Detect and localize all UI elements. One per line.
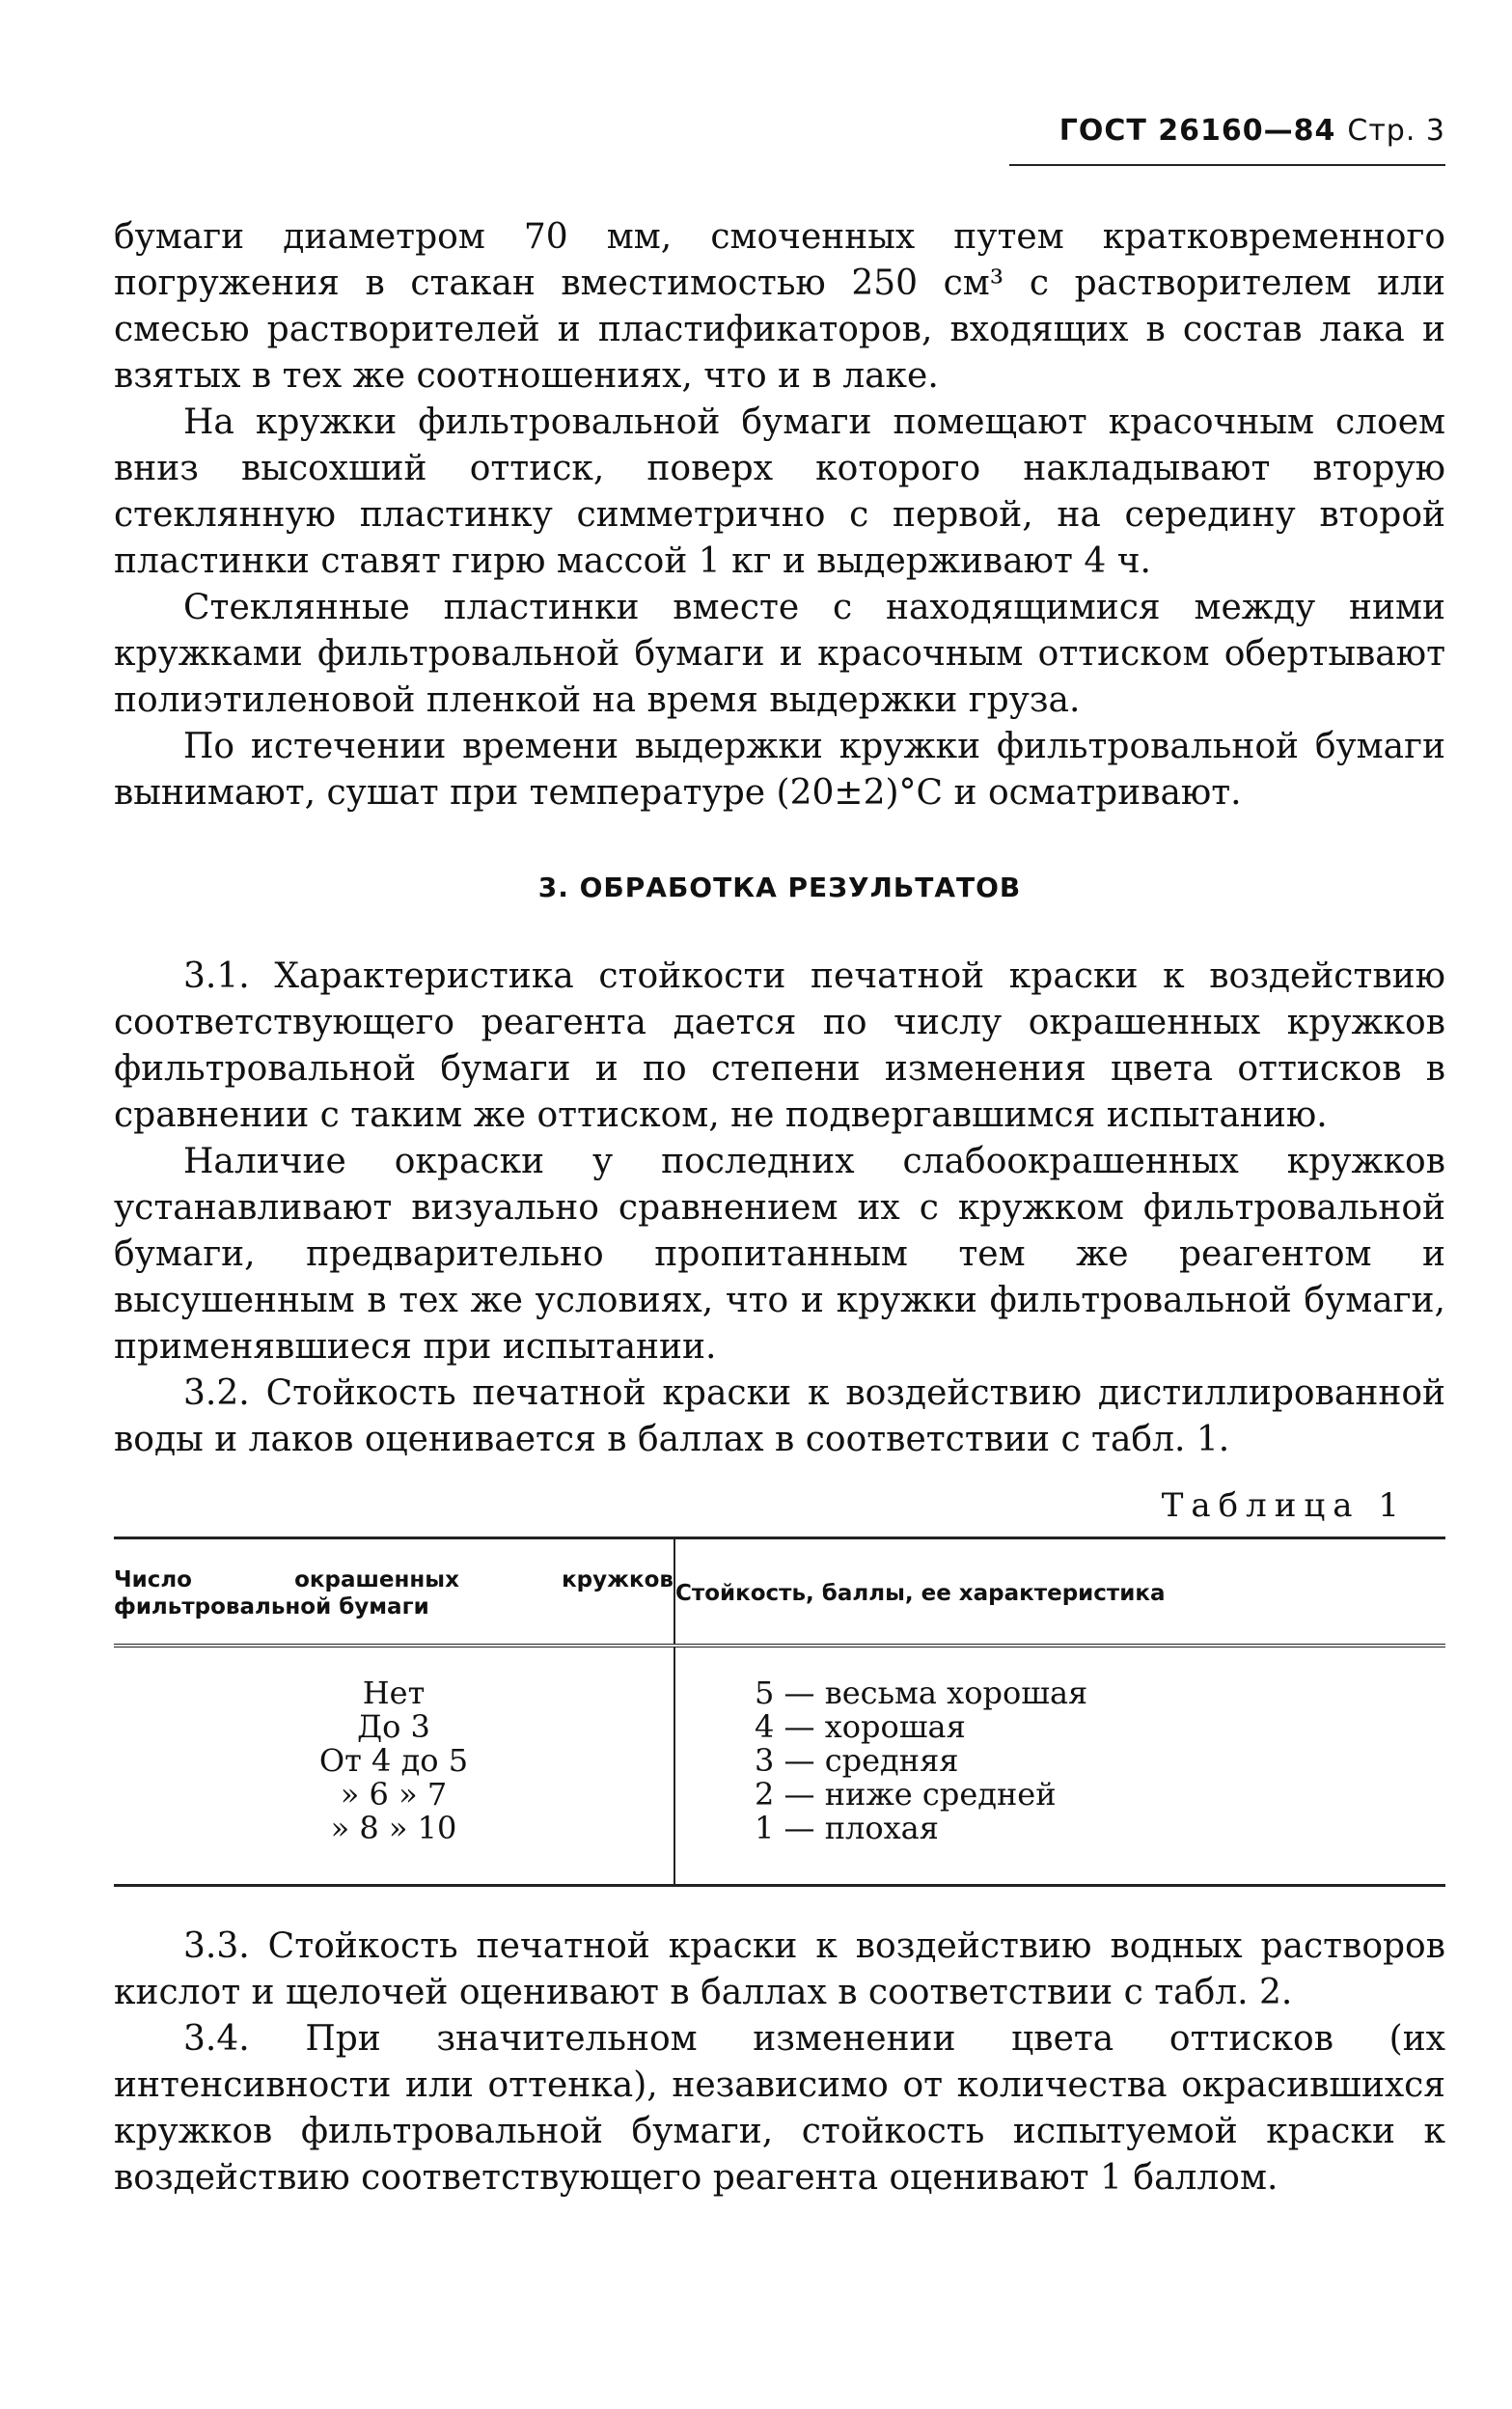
table-cell: 3 — средняя [755,1742,959,1779]
paragraph-3-2: 3.2. Стойкость печатной краски к воздействию дистиллированной воды и лаков оценивается в баллах в соответствии с табл. 1. [114,1373,1445,1459]
table-cell: Нет [362,1675,426,1711]
table-cell: 4 — хорошая [755,1708,966,1745]
paragraph-3-4: 3.4. При значительном изменении цвета оттисков (их интенсивности или оттенка), независимо от количества окрасившихся кружков фильтровальной бумаги, стойкость испытуемой краски к воздействию соответствующего реагента оценивают 1 баллом. [114,2019,1445,2198]
table-cell: От 4 до 5 [318,1742,469,1779]
standard-number: ГОСТ 26160—84 [1058,114,1336,148]
table-header-cell: Число окрашенных кружков фильтровальной бумаги [114,1538,674,1647]
table-cell: 2 — ниже средней [755,1776,1057,1813]
table-cell: 1 — плохая [755,1810,939,1846]
paragraph: По истечении времени выдержки кружки фильтровальной бумаги вынимают, сушат при температуре (20±2)°С и осматривают. [114,727,1445,813]
paragraph-3-1: 3.1. Характеристика стойкости печатной краски к воздействию соответствующего реагента дается по числу окрашенных кружков фильтровальной бумаги и по степени изменения цвета оттисков в сравнении с таким же оттиском, не подвергавшимся испытанию. [114,956,1445,1135]
section-title: 3. ОБРАБОТКА РЕЗУЛЬТАТОВ [537,872,1022,903]
paragraph-3-3: 3.3. Стойкость печатной краски к воздействию водных растворов кислот и щелочей оценивают в баллах в соответствии с табл. 2. [114,1926,1445,2012]
table-cell: » 8 » 10 [330,1810,457,1846]
table-body-row [114,1646,1445,1886]
table-cell: 5 — весьма хорошая [755,1675,1088,1711]
document-body [114,214,1445,2201]
rating-column [674,1646,1445,1886]
header-rule [1009,164,1445,166]
results-table [114,1537,1445,1887]
circles-count-column [114,1646,674,1886]
page-number: Стр. 3 [1347,114,1445,148]
table-cell: » 6 » 7 [340,1776,448,1813]
table-header-row [114,1538,1445,1647]
paragraph: Стеклянные пластинки вместе с находящимися между ними кружками фильтровальной бумаги и красочным оттиском обертывают полиэтиленовой пленкой на время выдержки груза. [114,588,1445,720]
paragraph: Наличие окраски у последних слабоокрашенных кружков устанавливают визуально сравнением их с кружком фильтровальной бумаги, предварительно пропитанным тем же реагентом и высушенным в тех же условиях, что и кружки фильтровальной бумаги, применявшиеся при испытании. [114,1142,1445,1367]
table-cell: До 3 [357,1708,430,1745]
document-page [114,0,1445,2409]
page-header [1059,114,1445,148]
paragraph: На кружки фильтровальной бумаги помещают красочным слоем вниз высохший оттиск, поверх которого накладывают вторую стеклянную пластинку симметрично с первой, на середину второй пластинки ставят гирю массой 1 кг и выдерживают 4 ч. [114,402,1445,581]
table-caption: Таблица 1 [1161,1486,1407,1525]
paragraph-continuation: бумаги диаметром 70 мм, смоченных путем кратковременного погружения в стакан вместимостью 250 см³ с растворителем или смесью растворителей и пластификаторов, входящих в состав лака и взятых в тех же соотношениях, что и в лаке. [114,217,1445,396]
table-header-cell: Стойкость, баллы, ее характеристика [674,1538,1445,1647]
